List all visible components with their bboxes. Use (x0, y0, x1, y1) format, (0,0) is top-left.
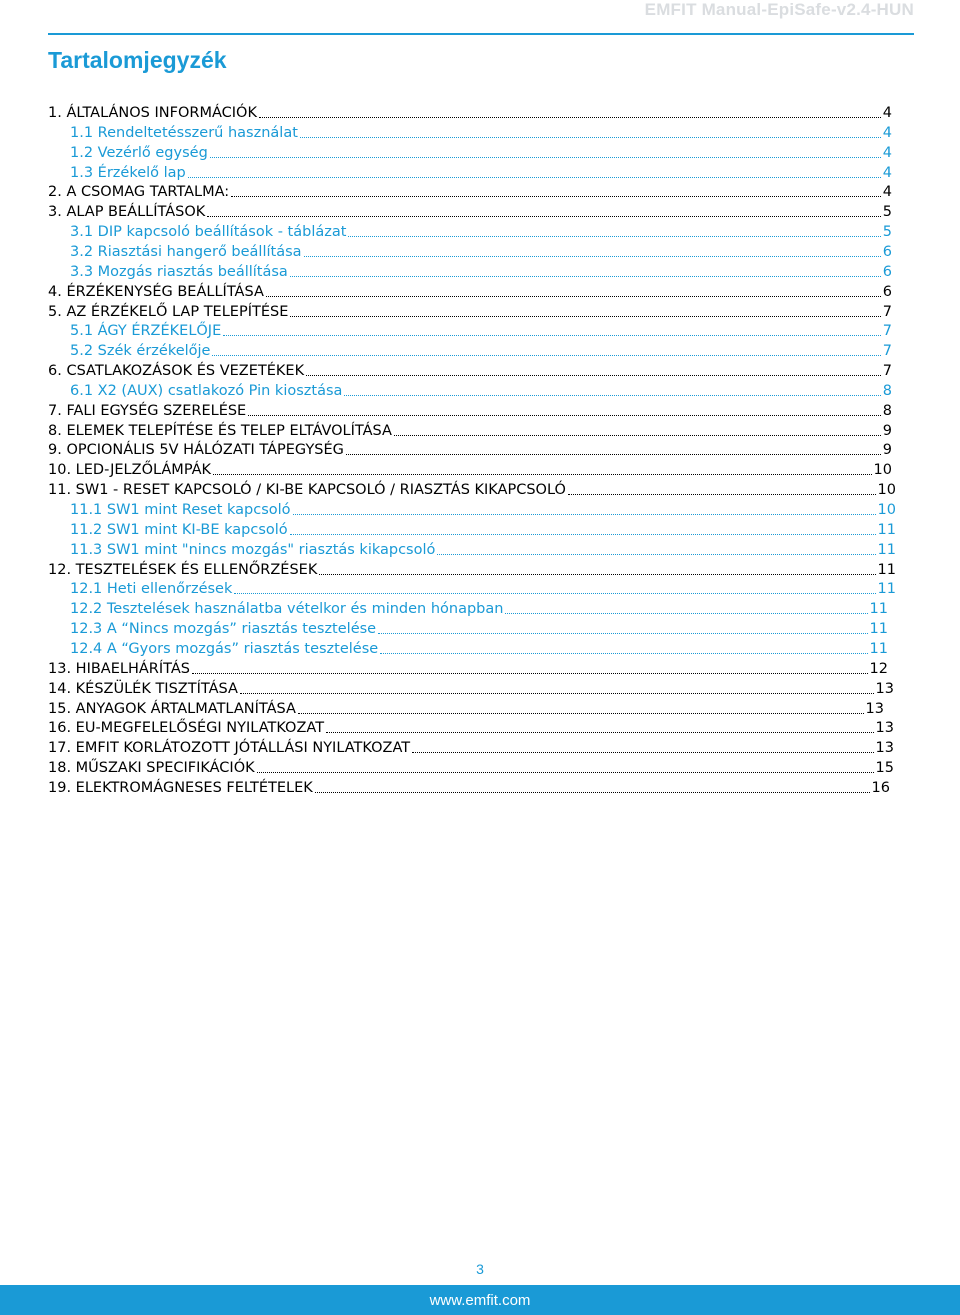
toc-entry-page: 11 (877, 581, 896, 598)
toc-dot-leader (290, 298, 880, 317)
toc-dot-leader (378, 615, 867, 634)
toc-entry-page: 6 (882, 243, 892, 260)
toc-entry-label: 3.2 Riasztási hangerő beállítása (70, 243, 302, 260)
toc-entry-label: 1.1 Rendeltetésszerű használat (70, 124, 298, 141)
toc-entry-page: 8 (882, 402, 892, 419)
toc-entry-page: 11 (877, 561, 896, 578)
toc-entry-page: 7 (882, 323, 892, 340)
toc-entry-label: 12.1 Heti ellenőrzések (70, 581, 233, 598)
toc-dot-leader (213, 456, 871, 475)
toc-entry-label: 17. EMFIT KORLÁTOZOTT JÓTÁLLÁSI NYILATKOZAT (48, 740, 411, 757)
toc-dot-leader (326, 714, 873, 733)
toc-entry-page: 8 (882, 382, 892, 399)
toc-dot-leader (240, 675, 874, 694)
toc-dot-leader (568, 476, 876, 495)
toc-dot-leader (207, 198, 880, 217)
toc-dot-leader (505, 595, 867, 614)
toc-entry[interactable] (48, 777, 890, 797)
toc-entry-label: 11.3 SW1 mint "nincs mozgás" riasztás kikapcsoló (70, 541, 436, 558)
toc-dot-leader (188, 159, 881, 178)
toc-dot-leader (293, 496, 876, 515)
toc-entry-label: 8. ELEMEK TELEPÍTÉSE ÉS TELEP ELTÁVOLÍTÁSA (48, 422, 392, 439)
toc-entry-label: 7. FALI EGYSÉG SZERELÉSE (48, 402, 247, 419)
toc-entry-page: 7 (882, 363, 892, 380)
toc-entry-page: 4 (882, 105, 892, 121)
toc-entry-page: 4 (882, 144, 892, 161)
toc-entry-label: 4. ÉRZÉKENYSÉG BEÁLLÍTÁSA (48, 283, 264, 300)
toc-entry-page: 13 (875, 740, 894, 757)
toc-entry-page: 5 (882, 204, 892, 221)
toc-entry-label: 3.3 Mozgás riasztás beállítása (70, 263, 288, 280)
toc-dot-leader (212, 337, 880, 356)
toc-dot-leader (412, 734, 873, 753)
toc-entry-page: 16 (871, 779, 890, 796)
toc-entry-label: 1.2 Vezérlő egység (70, 144, 208, 161)
toc-dot-leader (192, 655, 868, 674)
toc-entry-page: 11 (869, 621, 888, 638)
toc-dot-leader (210, 139, 881, 158)
footer-bar (0, 1285, 960, 1315)
toc-entry-page: 5 (882, 224, 892, 241)
toc-entry-page: 12 (869, 660, 888, 677)
toc-entry-label: 14. KÉSZÜLÉK TISZTÍTÁSA (48, 680, 238, 697)
toc-dot-leader (380, 635, 867, 654)
toc-entry-page: 7 (882, 343, 892, 360)
toc-entry-label: 12.3 A “Nincs mozgás” riasztás tesztelése (70, 621, 377, 638)
page-number: 3 (476, 1261, 484, 1277)
toc-entry-page: 15 (875, 760, 894, 777)
toc-dot-leader (306, 357, 881, 376)
document-title: EMFIT Manual-EpiSafe-v2.4-HUN (644, 0, 914, 19)
toc-dot-leader (223, 317, 881, 336)
toc-entry-page: 11 (877, 521, 896, 538)
toc-dot-leader (266, 278, 881, 297)
page-header (48, 0, 914, 35)
toc-dot-leader (394, 417, 881, 436)
toc-entry-label: 12.4 A “Gyors mozgás” riasztás tesztelése (70, 640, 379, 657)
toc-entry-page: 6 (882, 283, 892, 300)
toc-entry-label: 11.2 SW1 mint KI-BE kapcsoló (70, 521, 288, 538)
toc-entry-page: 11 (869, 601, 888, 618)
toc-entry-page: 4 (882, 164, 892, 181)
toc-entry-label: 3.1 DIP kapcsoló beállítások - táblázat (70, 224, 347, 241)
toc-dot-leader (348, 218, 880, 237)
toc-entry-label: 19. ELEKTROMÁGNESES FELTÉTELEK (48, 779, 313, 796)
toc-entry-page: 13 (875, 720, 894, 737)
toc-entry-page: 9 (882, 442, 892, 459)
toc-dot-leader (304, 238, 881, 257)
toc-dot-leader (290, 516, 876, 535)
toc-entry-page: 11 (869, 640, 888, 657)
toc-dot-leader (315, 774, 870, 793)
toc-dot-leader (231, 178, 881, 197)
toc-dot-leader (298, 695, 864, 714)
toc-entry-page: 10 (877, 502, 896, 518)
toc-entry-page: 10 (873, 462, 892, 479)
toc-entry-label: 5.2 Szék érzékelője (70, 343, 211, 360)
toc-entry-label: 11.1 SW1 mint Reset kapcsoló (70, 502, 291, 518)
toc-entry-page: 7 (882, 303, 892, 320)
toc-entry-page: 13 (865, 700, 884, 717)
toc-dot-leader (248, 397, 881, 416)
toc-entry-label: 9. OPCIONÁLIS 5V HÁLÓZATI TÁPEGYSÉG (48, 442, 344, 459)
toc-dot-leader (344, 377, 880, 396)
toc-dot-leader (300, 119, 881, 138)
toc-entry-page: 10 (877, 482, 896, 499)
toc-entry-label: 16. EU-MEGFELELŐSÉGI NYILATKOZAT (48, 720, 325, 737)
page-title: Tartalomjegyzék (48, 47, 227, 73)
toc-entry-page: 11 (877, 541, 896, 558)
toc-entry-label: 2. A CSOMAG TARTALMA: (48, 184, 230, 201)
toc-entry-label: 6. CSATLAKOZÁSOK ÉS VEZETÉKEK (48, 363, 305, 380)
toc-entry-page: 9 (882, 422, 892, 439)
toc-dot-leader (257, 754, 874, 773)
toc-dot-leader (319, 556, 875, 575)
toc-dot-leader (259, 99, 881, 118)
toc-entry-label: 5.1 ÁGY ÉRZÉKELŐJE (70, 323, 222, 340)
toc-entry-label: 11. SW1 - RESET KAPCSOLÓ / KI-BE KAPCSOLÓ / RIASZTÁS KIKAPCSOLÓ (48, 482, 566, 499)
toc-entry-label: 15. ANYAGOK ÁRTALMATLANÍTÁSA (48, 700, 296, 717)
toc-entry-label: 18. MŰSZAKI SPECIFIKÁCIÓK (48, 760, 255, 777)
toc-entry-label: 12.2 Tesztelések használatba vételkor és minden hónapban (70, 601, 504, 618)
toc-entry-label: 6.1 X2 (AUX) csatlakozó Pin kiosztása (70, 382, 343, 399)
toc-entry-label: 3. ALAP BEÁLLÍTÁSOK (48, 204, 206, 221)
toc-entry-page: 4 (882, 124, 892, 141)
toc-dot-leader (437, 536, 875, 555)
footer-url[interactable]: www.emfit.com (429, 1291, 531, 1309)
toc-dot-leader (234, 575, 875, 594)
toc-entry-label: 5. AZ ÉRZÉKELŐ LAP TELEPÍTÉSE (48, 303, 289, 320)
toc-entry-label: 10. LED-JELZŐLÁMPÁK (48, 462, 212, 479)
toc-entry-label: 1. ÁLTALÁNOS INFORMÁCIÓK (48, 105, 257, 121)
toc-entry-page: 4 (882, 184, 892, 201)
toc-entry-page: 13 (875, 680, 894, 697)
toc-entry-label: 1.3 Érzékelő lap (70, 164, 186, 181)
toc-entry-page: 6 (882, 263, 892, 280)
toc-dot-leader (290, 258, 881, 277)
toc-entry-label: 13. HIBAELHÁRÍTÁS (48, 660, 190, 677)
toc-dot-leader (346, 436, 881, 455)
toc-entry-label: 12. TESZTELÉSEK ÉS ELLENŐRZÉSEK (48, 561, 318, 578)
